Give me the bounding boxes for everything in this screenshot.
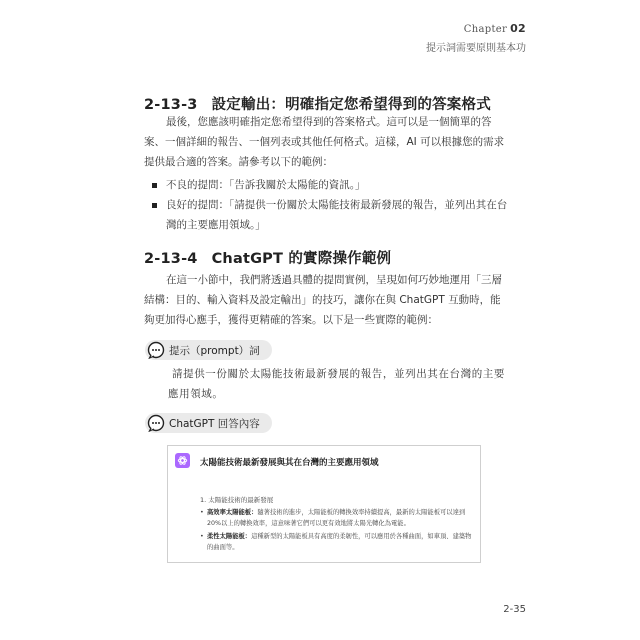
chatgpt-response-screenshot (167, 445, 481, 563)
chapter-label: Chapter 02 (463, 22, 526, 35)
chapter-number: 02 (510, 22, 526, 35)
prompt-text: 請提供一份關於太陽能技術最新發展的報告，並列出其在台灣的主要應用領域。 (168, 368, 505, 400)
bullet-good-question: 良好的提問：「請提供一份關於太陽能技術最新發展的報告，並列出其在台灣的主要應用領域。」 (150, 195, 510, 235)
response-tag (145, 413, 272, 433)
response-list (200, 508, 472, 556)
section-title: ChatGPT 的實際操作範例 (211, 251, 392, 267)
section2-paragraph: 在這一小節中，我們將透過具體的提問實例，呈現如何巧妙地運用「三層結構：目的、輸入資料及設定輸出」的技巧，讓你在與 ChatGPT 互動時，能夠更加得心應手，獲得更精確的答案。以下是一些實際的範例： (144, 274, 502, 326)
section-heading-2-13-4 (144, 247, 391, 268)
chatgpt-logo-icon (175, 453, 190, 468)
chat-bubble-icon (147, 341, 165, 359)
response-section-heading: 1. 太陽能技術的最新發展 (200, 496, 274, 504)
prompt-tag-label: 提示（prompt）詞 (169, 344, 260, 357)
page-number: 2-35 (503, 604, 526, 615)
list-item: • 柔性太陽能板：這種新型的太陽能板具有高度的柔韌性，可以應用於各種曲面，如車頂、建築物的曲面等。 (200, 532, 472, 553)
response-tag-label: ChatGPT 回答內容 (169, 417, 260, 430)
section-heading-2-13-3 (144, 93, 491, 114)
section-number: 2-13-4 (144, 251, 198, 267)
section1-paragraph: 最後，您應該明確指定您希望得到的答案格式。這可以是一個簡單的答案、一個詳細的報告、一個列表或其他任何格式。這樣，AI 可以根據您的需求提供最合適的答案。請參考以下的範例： (144, 116, 505, 168)
running-header (426, 22, 526, 54)
section-title: 設定輸出：明確指定您希望得到的答案格式 (211, 97, 491, 113)
example-bullet-list (150, 175, 510, 235)
list-item: • 高效率太陽能板：隨著技術的進步，太陽能板的轉換效率持續提高，最新的太陽能板可以達到20%以上的轉換效率，這意味著它們可以更有效地將太陽光轉化為電能。 (200, 508, 472, 529)
section-number: 2-13-3 (144, 97, 198, 113)
chapter-subtitle: 提示詞需要原則基本功 (426, 43, 526, 54)
prompt-tag (145, 340, 272, 360)
chat-bubble-icon (147, 414, 165, 432)
bullet-bad-question: 不良的提問：「告訴我關於太陽能的資訊。」 (150, 175, 510, 195)
response-title: 太陽能技術最新發展與其在台灣的主要應用領域 (200, 458, 379, 468)
